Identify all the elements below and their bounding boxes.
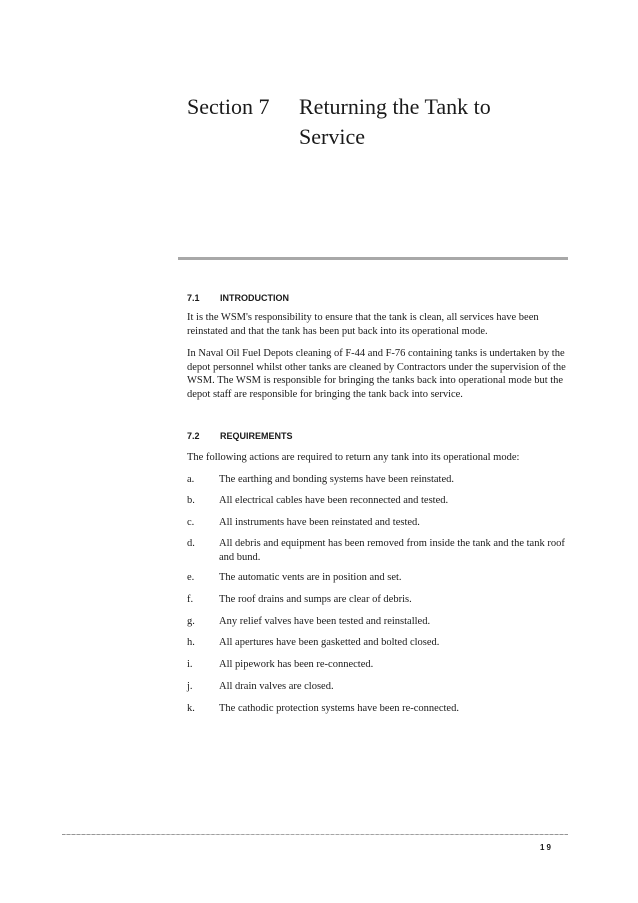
section-number: 7.1	[187, 293, 200, 303]
item-text: The roof drains and sumps are clear of debris.	[219, 594, 412, 605]
item-text: All debris and equipment has been removed from inside the tank and the tank roof and bund.	[219, 538, 565, 563]
section-heading-introduction	[187, 292, 289, 304]
page-number: 19	[540, 843, 553, 852]
item-letter: b.	[187, 495, 195, 506]
title-divider	[178, 257, 568, 260]
requirement-item	[187, 615, 567, 629]
requirement-item	[187, 494, 567, 508]
requirement-item	[187, 473, 567, 487]
section-heading-requirements	[187, 430, 293, 442]
item-letter: g.	[187, 616, 195, 627]
requirement-item	[187, 516, 567, 530]
requirement-item	[187, 537, 567, 564]
item-letter: a.	[187, 474, 195, 485]
section-label: Section 7	[187, 94, 270, 119]
item-letter: c.	[187, 517, 195, 528]
requirement-item	[187, 702, 567, 716]
item-letter: k.	[187, 703, 195, 714]
requirements-intro: The following actions are required to return any tank into its operational mode:	[187, 452, 520, 463]
item-letter: e.	[187, 572, 195, 583]
requirement-item	[187, 636, 567, 650]
item-text: All apertures have been gasketted and bolted closed.	[219, 637, 440, 648]
item-text: The automatic vents are in position and set.	[219, 572, 402, 583]
item-letter: h.	[187, 637, 195, 648]
requirement-item	[187, 658, 567, 672]
item-text: All drain valves are closed.	[219, 681, 334, 692]
intro-paragraph-2: In Naval Oil Fuel Depots cleaning of F-44 and F-76 containing tanks is undertaken by the depot personnel whilst other tanks are cleaned by Contractors under the supervision of the WSM. The WSM is responsible for bringing the tanks back into operational mode but the depot staff are responsible for bringing the tank back into service.	[187, 348, 566, 400]
requirement-item	[187, 571, 567, 585]
section-number: 7.2	[187, 431, 200, 441]
item-letter: d.	[187, 538, 195, 549]
section-title: Returning the Tank to Service	[299, 94, 491, 149]
requirement-item	[187, 593, 567, 607]
item-text: The earthing and bonding systems have been reinstated.	[219, 474, 455, 485]
item-text: Any relief valves have been tested and reinstalled.	[219, 616, 431, 627]
item-letter: j.	[187, 681, 193, 692]
item-letter: f.	[187, 594, 194, 605]
intro-paragraph-1: It is the WSM's responsibility to ensure that the tank is clean, all services have been reinstated and that the tank has been put back into its operational mode.	[187, 312, 539, 337]
section-heading-text: REQUIREMENTS	[220, 431, 293, 441]
item-letter: i.	[187, 659, 193, 670]
requirement-item	[187, 680, 567, 694]
item-text: All electrical cables have been reconnected and tested.	[219, 495, 449, 506]
footer-divider-shade	[62, 834, 568, 835]
item-text: All pipework has been re-connected.	[219, 659, 374, 670]
item-text: All instruments have been reinstated and tested.	[219, 517, 420, 528]
section-heading-text: INTRODUCTION	[220, 293, 289, 303]
item-text: The cathodic protection systems have been re-connected.	[219, 703, 459, 714]
